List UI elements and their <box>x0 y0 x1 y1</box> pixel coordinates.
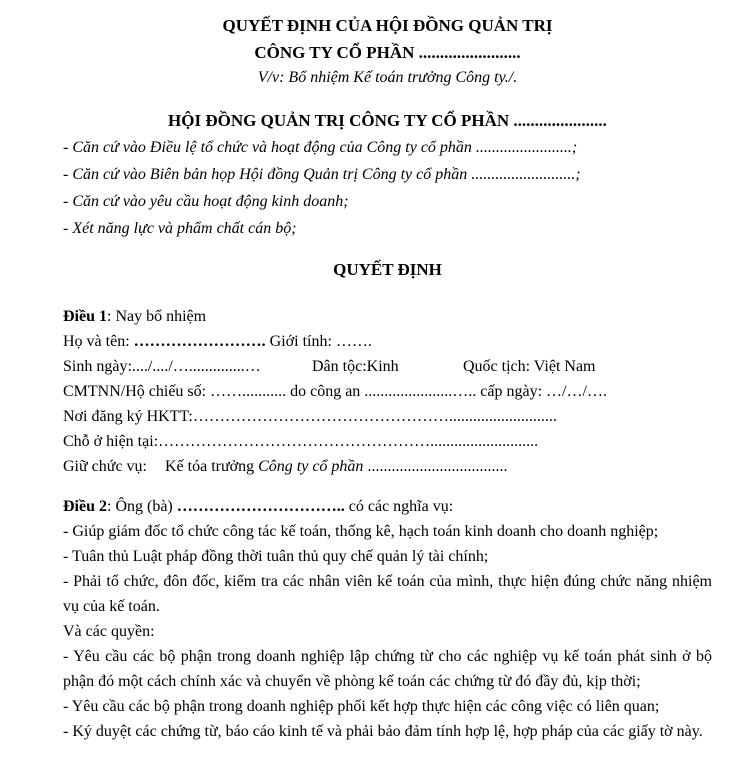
position-label: Giữ chức vụ: <box>63 458 147 475</box>
article-1-intro: : Nay bổ nhiệm <box>107 308 207 325</box>
right-item: - Yêu cầu các bộ phận trong doanh nghiệp lập chứng từ cho các nghiệp vụ kế toán phát sinh ở bộ phận đó một cách chính xác và chuyển về phòng kế toán các chứng từ đó đầy đủ, kịp thời; <box>63 648 712 690</box>
article-2-intro-pre: : Ông (bà) <box>107 498 177 515</box>
recital-line: - Căn cứ vào Điều lệ tổ chức và hoạt động của Công ty cổ phần ........................; <box>63 139 578 156</box>
recital-line: - Căn cứ vào Biên bản họp Hội đồng Quản trị Công ty cổ phần ..........................; <box>63 166 581 183</box>
duty-item: - Phải tổ chức, đôn đốc, kiểm tra các nhân viên kế toán của mình, thực hiện đúng chức năng nhiệm vụ của kế toán. <box>63 573 712 615</box>
doc-title-line1: QUYẾT ĐỊNH CỦA HỘI ĐỒNG QUẢN TRỊ <box>222 16 553 35</box>
article-2-intro-post: có các nghĩa vụ: <box>344 498 454 515</box>
right-item: - Yêu cầu các bộ phận trong doanh nghiệp phối kết hợp thực hiện các công việc có liên quan; <box>63 698 660 715</box>
name-label: Họ và tên: <box>63 333 134 350</box>
article-1-heading <box>63 304 712 329</box>
decision-heading: QUYẾT ĐỊNH <box>333 260 442 279</box>
nationality-field: Quốc tịch: Việt Nam <box>463 358 596 375</box>
doc-title-line2: CÔNG TY CỔ PHẦN ........................ <box>254 43 521 62</box>
name-dots: ……………………. <box>133 333 266 350</box>
position-title: Kế tóa trưởng <box>165 458 259 475</box>
field-name-gender <box>63 329 712 354</box>
gender-field: Giới tính: ……. <box>265 333 372 350</box>
article-1 <box>63 304 712 479</box>
position-dots: ................................... <box>367 458 508 475</box>
field-id-number: CMTNN/Hộ chiếu số: ……........... do công an ......................….. cấp ngày: …/…/…. <box>63 383 607 400</box>
board-heading: HỘI ĐỒNG QUẢN TRỊ CÔNG TY CỔ PHẦN ...................... <box>168 111 607 130</box>
right-item: - Ký duyệt các chứng từ, báo cáo kinh tế và phải bảo đảm tính hợp lệ, hợp pháp của các giấy tờ này. <box>63 723 703 740</box>
recital-line: - Xét năng lực và phẩm chất cán bộ; <box>63 220 297 237</box>
duty-item: - Tuân thủ Luật pháp đồng thời tuân thủ quy chế quản lý tài chính; <box>63 548 489 565</box>
doc-subject: V/v: Bổ nhiệm Kế toán trưởng Công ty./. <box>257 69 518 86</box>
position-company: Công ty cổ phần <box>258 458 368 475</box>
recital-line: - Căn cứ vào yêu cầu hoạt động kinh doanh; <box>63 193 349 210</box>
article-2-label: Điều 2 <box>63 498 107 515</box>
article-2-dots: ………………………….. <box>176 498 345 515</box>
field-current-address: Chỗ ở hiện tại:……………………………………………........................... <box>63 433 539 450</box>
field-position <box>63 454 712 479</box>
dob-field: Sinh ngày:..../..../…..............… <box>63 358 261 375</box>
article-2 <box>63 494 712 744</box>
ethnicity-field: Dân tộc:Kinh <box>312 358 399 375</box>
field-registered-address: Nơi đăng ký HKTT:…………………………………………........................... <box>63 408 557 425</box>
article-1-label: Điều 1 <box>63 308 107 325</box>
field-dob-ethnicity-nationality <box>63 354 712 379</box>
article-2-heading <box>63 494 712 519</box>
duty-item: - Giúp giám đốc tổ chức công tác kế toán, thống kê, hạch toán kinh doanh cho doanh nghiệp; <box>63 523 659 540</box>
rights-heading: Và các quyền: <box>63 623 155 640</box>
